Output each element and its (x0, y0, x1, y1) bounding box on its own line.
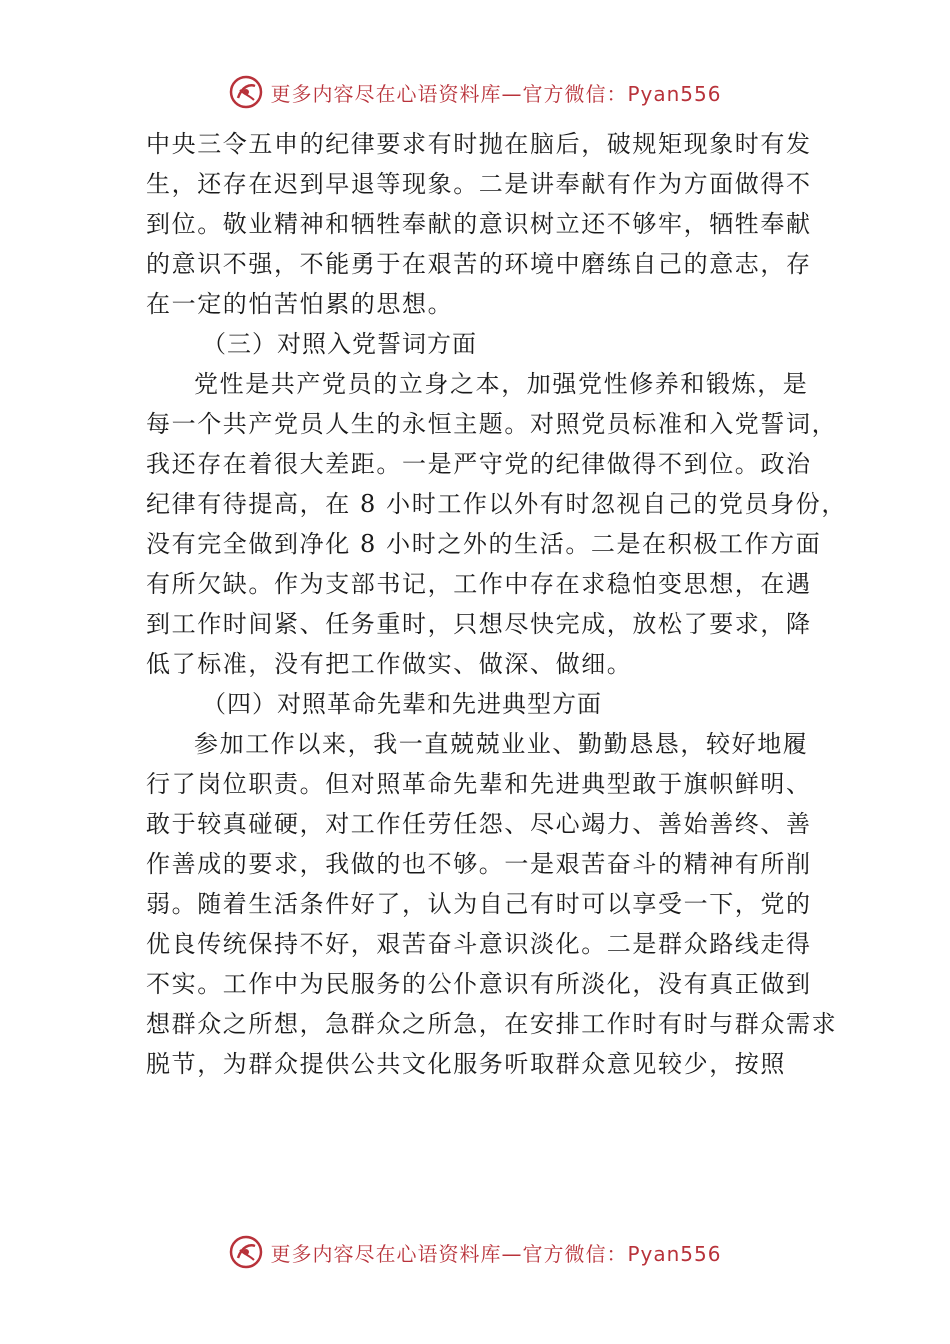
body-text-line: 我还存在着很大差距。一是严守党的纪律做得不到位。政治 (146, 450, 812, 478)
circle-logo-icon (228, 74, 264, 110)
body-text-line: 不实。工作中为民服务的公仆意识有所淡化，没有真正做到 (146, 970, 812, 998)
body-text-line: 生，还存在迟到早退等现象。二是讲奉献有作为方面做得不 (146, 170, 812, 198)
body-text-line: 作善成的要求，我做的也不够。一是艰苦奋斗的精神有所削 (146, 850, 812, 878)
body-text-line: 想群众之所想，急群众之所急，在安排工作时有时与群众需求 (146, 1010, 838, 1038)
section-heading: （三）对照入党誓词方面 (202, 330, 477, 358)
body-text-line: 敢于较真碰硬，对工作任劳任怨、尽心竭力、善始善终、善 (146, 810, 812, 838)
body-text-line: 每一个共产党员人生的永恒主题。对照党员标准和入党誓词， (146, 410, 838, 438)
body-text-line: 行了岗位职责。但对照革命先辈和先进典型敢于旗帜鲜明、 (146, 770, 812, 798)
circle-logo-icon (228, 1234, 264, 1270)
body-text-line: 有所欠缺。作为支部书记，工作中存在求稳怕变思想，在遇 (146, 570, 812, 598)
body-text-line: 到位。敬业精神和牺牲奉献的意识树立还不够牢，牺牲奉献 (146, 210, 812, 238)
body-text-line: 低了标准，没有把工作做实、做深、做细。 (146, 650, 633, 678)
body-text-line: 脱节，为群众提供公共文化服务听取群众意见较少，按照 (146, 1050, 786, 1078)
section-heading: （四）对照革命先辈和先进典型方面 (202, 690, 602, 718)
body-text-line: 在一定的怕苦怕累的思想。 (146, 290, 454, 318)
document-body (146, 124, 847, 1084)
body-text-line: 中央三令五申的纪律要求有时抛在脑后，破规矩现象时有发 (146, 130, 812, 158)
body-text-line: 纪律有待提高，在 8 小时工作以外有时忽视自己的党员身份， (146, 490, 847, 518)
body-text-line: 优良传统保持不好，艰苦奋斗意识淡化。二是群众路线走得 (146, 930, 812, 958)
header-banner-text: 更多内容尽在心语资料库—官方微信：Pyan556 (270, 81, 722, 106)
body-text-line: 党性是共产党员的立身之本，加强党性修养和锻炼，是 (194, 370, 809, 398)
body-text-line: 参加工作以来，我一直兢兢业业、勤勤恳恳，较好地履 (194, 730, 809, 758)
body-text-line: 没有完全做到净化 8 小时之外的生活。二是在积极工作方面 (146, 530, 822, 558)
body-text-line: 的意识不强，不能勇于在艰苦的环境中磨练自己的意志，存 (146, 250, 812, 278)
footer-banner-text: 更多内容尽在心语资料库—官方微信：Pyan556 (270, 1241, 722, 1266)
header-banner (0, 72, 950, 112)
body-text-line: 弱。随着生活条件好了，认为自己有时可以享受一下，党的 (146, 890, 812, 918)
footer-banner (0, 1232, 950, 1272)
body-text-line: 到工作时间紧、任务重时，只想尽快完成，放松了要求，降 (146, 610, 812, 638)
